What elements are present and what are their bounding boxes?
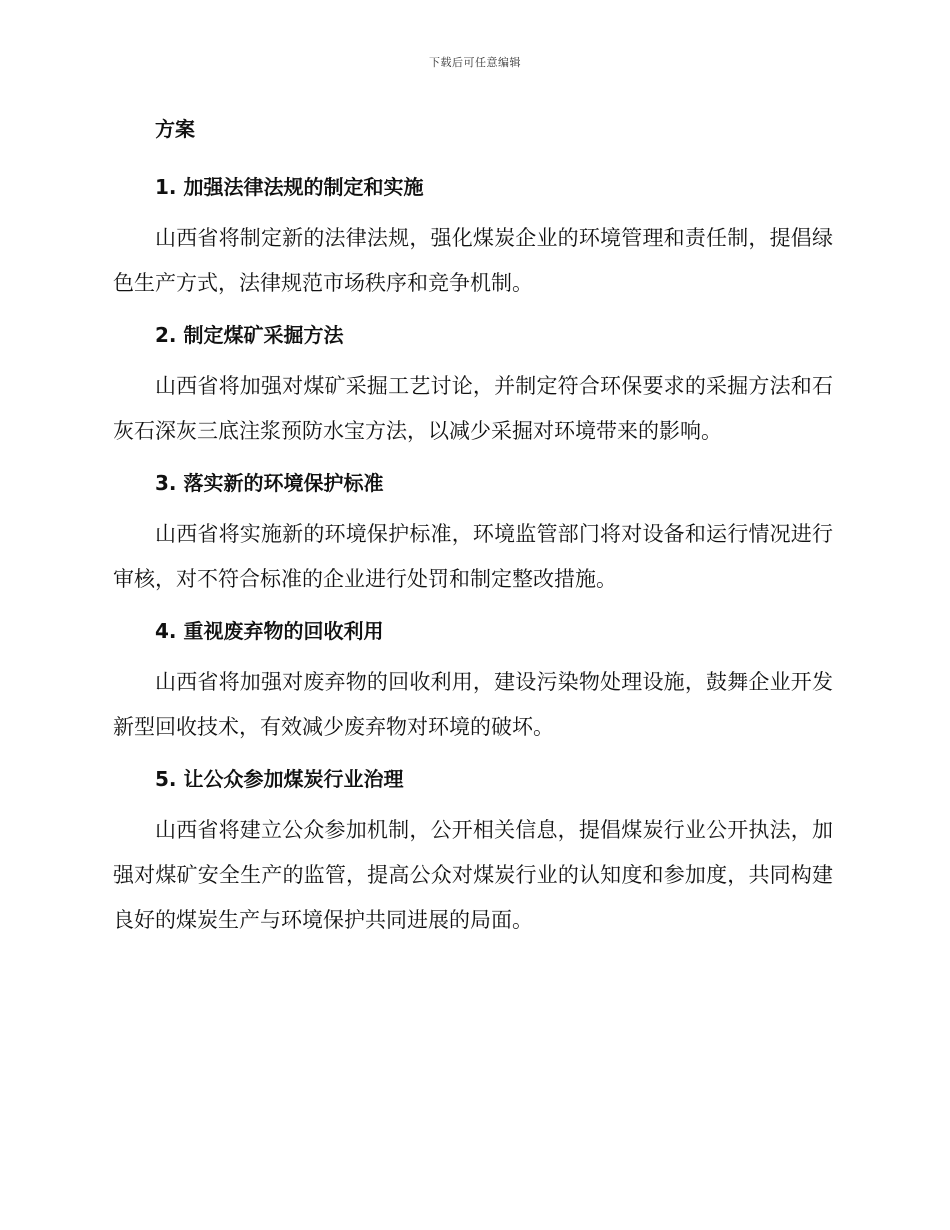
section-paragraph: 山西省将建立公众参加机制，公开相关信息，提倡煤炭行业公开执法，加强对煤矿安全生产的监管，提高公众对煤炭行业的认知度和参加度，共同构建良好的煤炭生产与环境保护共同进展的局面。 [113, 818, 833, 932]
section-5 [113, 762, 833, 943]
section-4 [113, 614, 833, 750]
section-paragraph: 山西省将制定新的法律法规，强化煤炭企业的环境管理和责任制，提倡绿色生产方式，法律规范市场秩序和竞争机制。 [113, 226, 833, 295]
section-heading: 4. 重视废弃物的回收利用 [155, 619, 384, 643]
section-2 [113, 318, 833, 454]
section-heading: 1. 加强法律法规的制定和实施 [155, 175, 424, 199]
section-heading: 2. 制定煤矿采掘方法 [155, 323, 344, 347]
section-heading: 5. 让公众参加煤炭行业治理 [155, 767, 404, 791]
document-title: 方案 [155, 117, 195, 141]
section-1 [113, 170, 833, 306]
section-paragraph: 山西省将加强对废弃物的回收利用，建设污染物处理设施，鼓舞企业开发新型回收技术，有效减少废弃物对环境的破坏。 [113, 670, 833, 739]
section-paragraph: 山西省将实施新的环境保护标准，环境监管部门将对设备和运行情况进行审核，对不符合标准的企业进行处罚和制定整改措施。 [113, 522, 833, 591]
document-body [113, 112, 833, 955]
header-note: 下载后可任意编辑 [429, 56, 521, 69]
section-paragraph: 山西省将加强对煤矿采掘工艺讨论，并制定符合环保要求的采掘方法和石灰石深灰三底注浆预防水宝方法，以减少采掘对环境带来的影响。 [113, 374, 833, 443]
section-heading: 3. 落实新的环境保护标准 [155, 471, 384, 495]
section-3 [113, 466, 833, 602]
